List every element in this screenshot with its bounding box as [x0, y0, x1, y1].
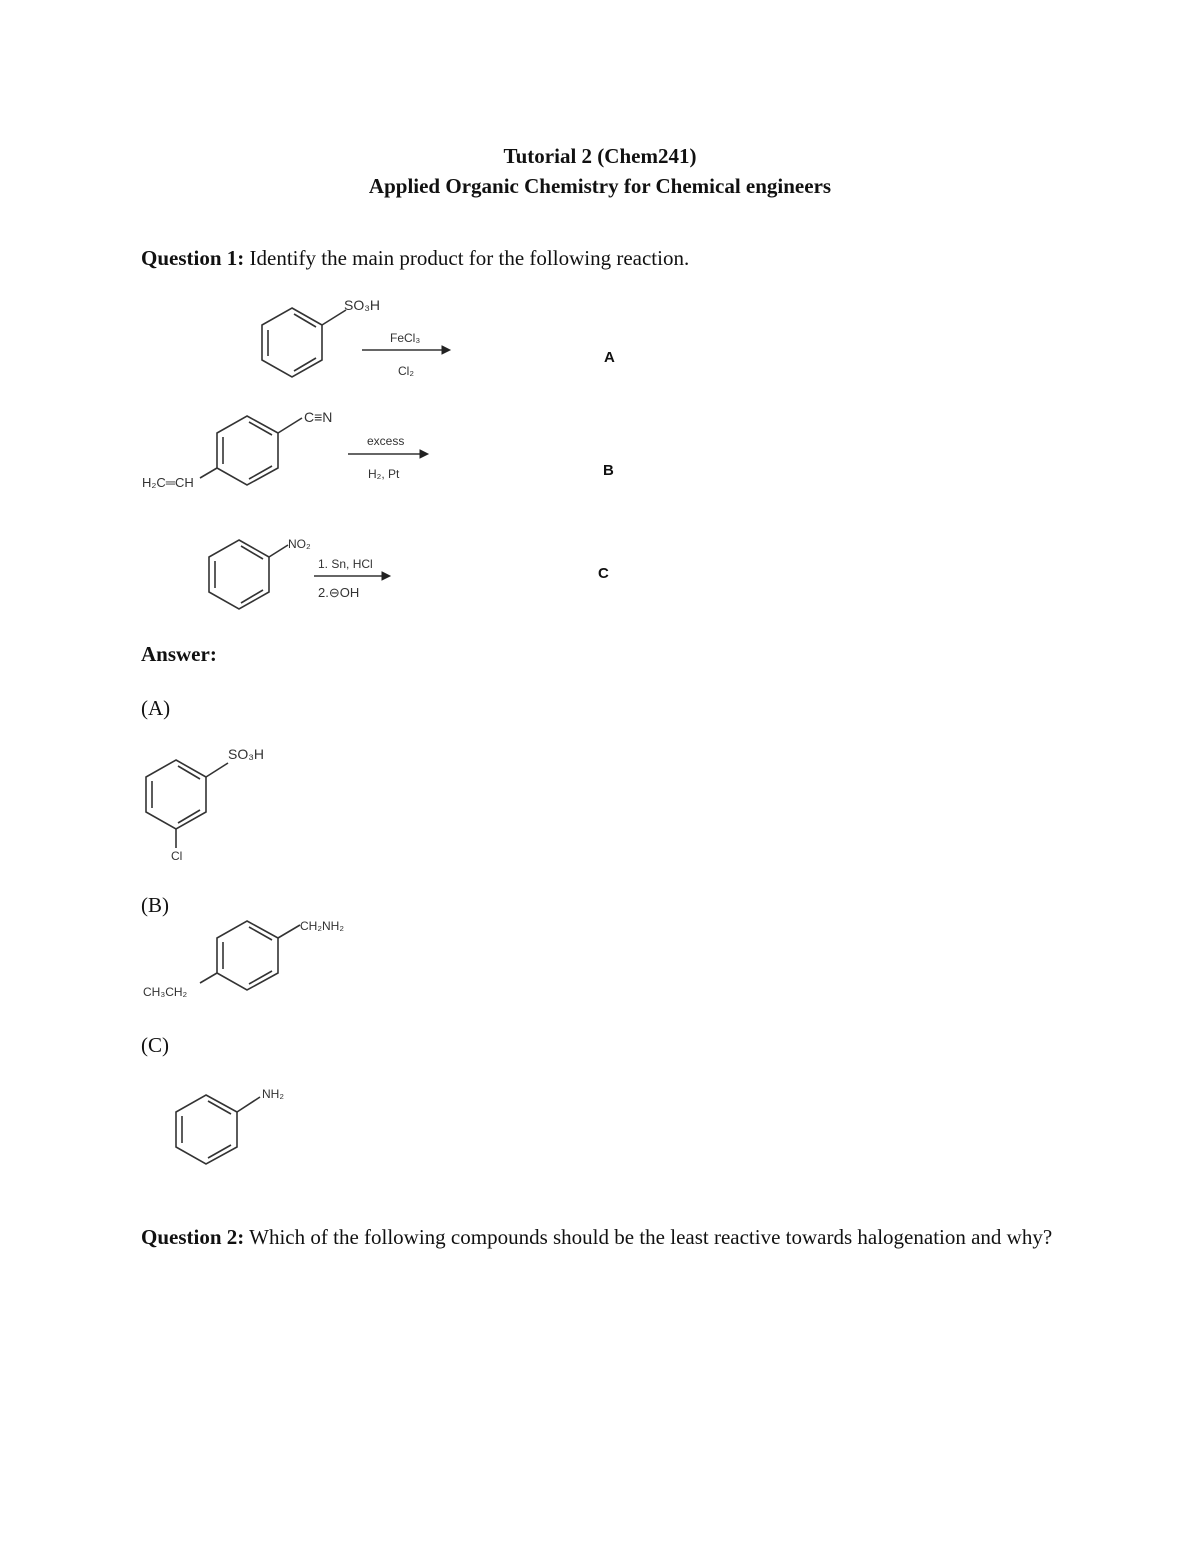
reaction-2-substituent: C≡N: [304, 409, 333, 425]
reaction-1-reagent-top: FeCl₃: [390, 331, 421, 345]
answer-a-substituent-1: SO₃H: [228, 746, 265, 762]
benzene-ring: [217, 921, 278, 990]
document-title: Tutorial 2 (Chem241): [503, 144, 697, 168]
document-subtitle: Applied Organic Chemistry for Chemical engineers: [368, 174, 832, 198]
answer-b-substituent-1: CH₂NH₂: [300, 919, 344, 933]
product-label-c: C: [598, 565, 609, 582]
answer-heading: Answer:: [141, 642, 217, 666]
answer-c-structure: [162, 1083, 272, 1168]
reaction-1-substituent: SO₃H: [344, 297, 381, 313]
reaction-3-substituent: NO₂: [288, 537, 311, 551]
answer-a-substituent-2: Cl: [171, 849, 183, 863]
question-2-text: Which of the following compounds should be the least reactive towards halogenation and why?: [244, 1225, 1053, 1249]
reaction-1-reagent-bottom: Cl₂: [398, 364, 414, 378]
reaction-2-reagent-top: excess: [367, 434, 405, 448]
question-1-label: Question 1:: [141, 246, 245, 270]
reaction-2-reagent-bottom: H₂, Pt: [368, 467, 400, 481]
question-1-text: Identify the main product for the following reaction.: [244, 246, 690, 270]
reaction-2-arrow: [348, 448, 438, 460]
answer-b-label: (B): [141, 893, 169, 917]
reaction-3-reagent-bottom: 2.⊖OH: [318, 585, 360, 600]
benzene-ring: [262, 308, 322, 377]
answer-a-label: (A): [141, 696, 171, 720]
benzene-ring: [209, 540, 269, 609]
reaction-2-reactant-structure: [190, 400, 320, 495]
reaction-2-substituent-2: H₂C═CH: [142, 475, 194, 490]
question-2: [141, 1224, 1061, 1251]
question-1: [141, 246, 689, 271]
reaction-1-arrow: [362, 344, 452, 356]
benzene-ring: [176, 1095, 237, 1164]
benzene-ring: [146, 760, 206, 829]
answer-c-substituent-1: NH₂: [262, 1087, 284, 1101]
reaction-3-reactant-structure: [198, 528, 298, 608]
reaction-3-arrow: [314, 570, 394, 582]
benzene-ring: [217, 416, 278, 485]
product-label-a: A: [604, 349, 615, 366]
product-label-b: B: [603, 462, 614, 479]
answer-c-label: (C): [141, 1033, 169, 1057]
reaction-3-reagent-top: 1. Sn, HCl: [318, 557, 373, 571]
question-2-label: Question 2:: [141, 1225, 245, 1249]
answer-b-substituent-2: CH₃CH₂: [143, 985, 188, 999]
